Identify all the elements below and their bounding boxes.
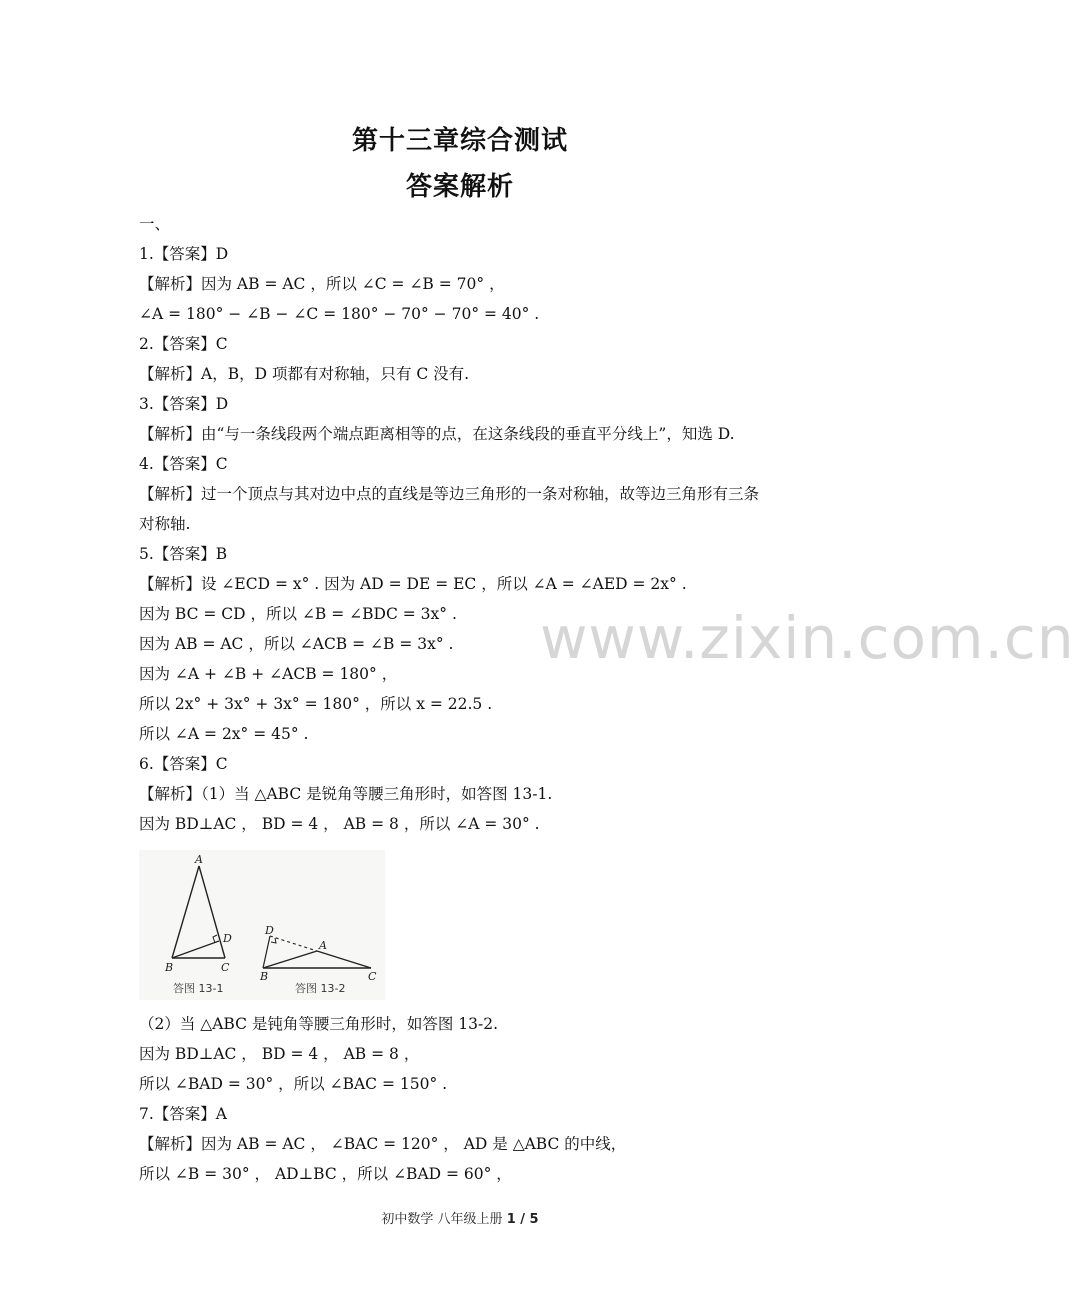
figure-caption: 答图 13-1	[173, 982, 224, 995]
figure-13-2	[259, 924, 377, 995]
analysis-line: （2）当 △ABC 是钝角等腰三角形时，如答图 13-2.	[139, 1015, 499, 1033]
answer-line-1: 1.【答案】D	[139, 245, 229, 263]
answer-line-7: 7.【答案】A	[139, 1105, 227, 1123]
point-label: A	[319, 939, 327, 952]
point-label: C	[368, 970, 377, 983]
answer-line-4: 4.【答案】C	[139, 455, 228, 473]
analysis-line: 对称轴.	[139, 515, 191, 533]
analysis-line: 所以 2x° + 3x° + 3x° = 180° ，所以 x = 22.5 .	[139, 695, 493, 713]
analysis-line: 【解析】因为 AB = AC ，所以 ∠C = ∠B = 70° ，	[139, 275, 505, 293]
analysis-line: 因为 BD⊥AC ， BD = 4 ， AB = 8 ，	[139, 1045, 420, 1063]
triangle-figure	[139, 850, 385, 1000]
analysis-line: 所以 ∠BAD = 30° ，所以 ∠BAC = 150° .	[139, 1075, 448, 1093]
footer-text: 初中数学 八年级上册	[381, 1212, 503, 1227]
analysis-line: 【解析】由“与一条线段两个端点距离相等的点，在这条线段的垂直平分线上”，知选 D.	[139, 425, 735, 443]
analysis-line: 因为 AB = AC ，所以 ∠ACB = ∠B = 3x° .	[139, 635, 454, 653]
point-label: B	[260, 970, 269, 983]
analysis-line: 【解析】过一个顶点与其对边中点的直线是等边三角形的一条对称轴，故等边三角形有三条	[139, 485, 760, 503]
analysis-line: 【解析】因为 AB = AC ， ∠BAC = 120° ， AD 是 △ABC 的中线，	[139, 1135, 627, 1153]
answer-line-6: 6.【答案】C	[139, 755, 228, 773]
analysis-line: 因为 BC = CD ，所以 ∠B = ∠BDC = 3x° .	[139, 605, 457, 623]
analysis-line: ∠A = 180° − ∠B − ∠C = 180° − 70° − 70° = 40° .	[139, 305, 540, 323]
point-label: C	[221, 961, 230, 974]
watermark: www.zixin.com.cn	[540, 604, 1075, 672]
answer-line-5: 5.【答案】B	[139, 545, 228, 563]
analysis-line: 所以 ∠B = 30° ， AD⊥BC ，所以 ∠BAD = 60° ，	[139, 1165, 512, 1183]
analysis-line: 【解析】A，B，D 项都有对称轴，只有 C 没有.	[139, 365, 470, 383]
analysis-line: 【解析】（1）当 △ABC 是锐角等腰三角形时，如答图 13-1.	[139, 785, 553, 803]
analysis-line: 【解析】设 ∠ECD = x° . 因为 AD = DE = EC ，所以 ∠A = ∠AED = 2x° .	[139, 575, 687, 593]
analysis-line: 因为 BD⊥AC ， BD = 4 ， AB = 8 ，所以 ∠A = 30° .	[139, 815, 540, 833]
answer-line-3: 3.【答案】D	[139, 395, 229, 413]
page-footer	[0, 1208, 920, 1227]
point-label: D	[223, 932, 232, 945]
figure-caption: 答图 13-2	[295, 982, 346, 995]
section-heading: 一、	[139, 215, 171, 233]
page-number: 1 / 5	[506, 1212, 539, 1227]
analysis-line: 所以 ∠A = 2x° = 45° .	[139, 725, 309, 743]
point-label: D	[265, 924, 274, 937]
triangle-diagrams	[139, 850, 385, 1000]
point-label: B	[165, 961, 174, 974]
page-title: 第十三章综合测试	[351, 126, 568, 156]
answer-line-2: 2.【答案】C	[139, 335, 228, 353]
page-subtitle: 答案解析	[405, 172, 514, 202]
point-label: A	[195, 853, 203, 866]
analysis-line: 因为 ∠A + ∠B + ∠ACB = 180° ，	[139, 665, 398, 683]
figure-13-1	[164, 853, 232, 995]
